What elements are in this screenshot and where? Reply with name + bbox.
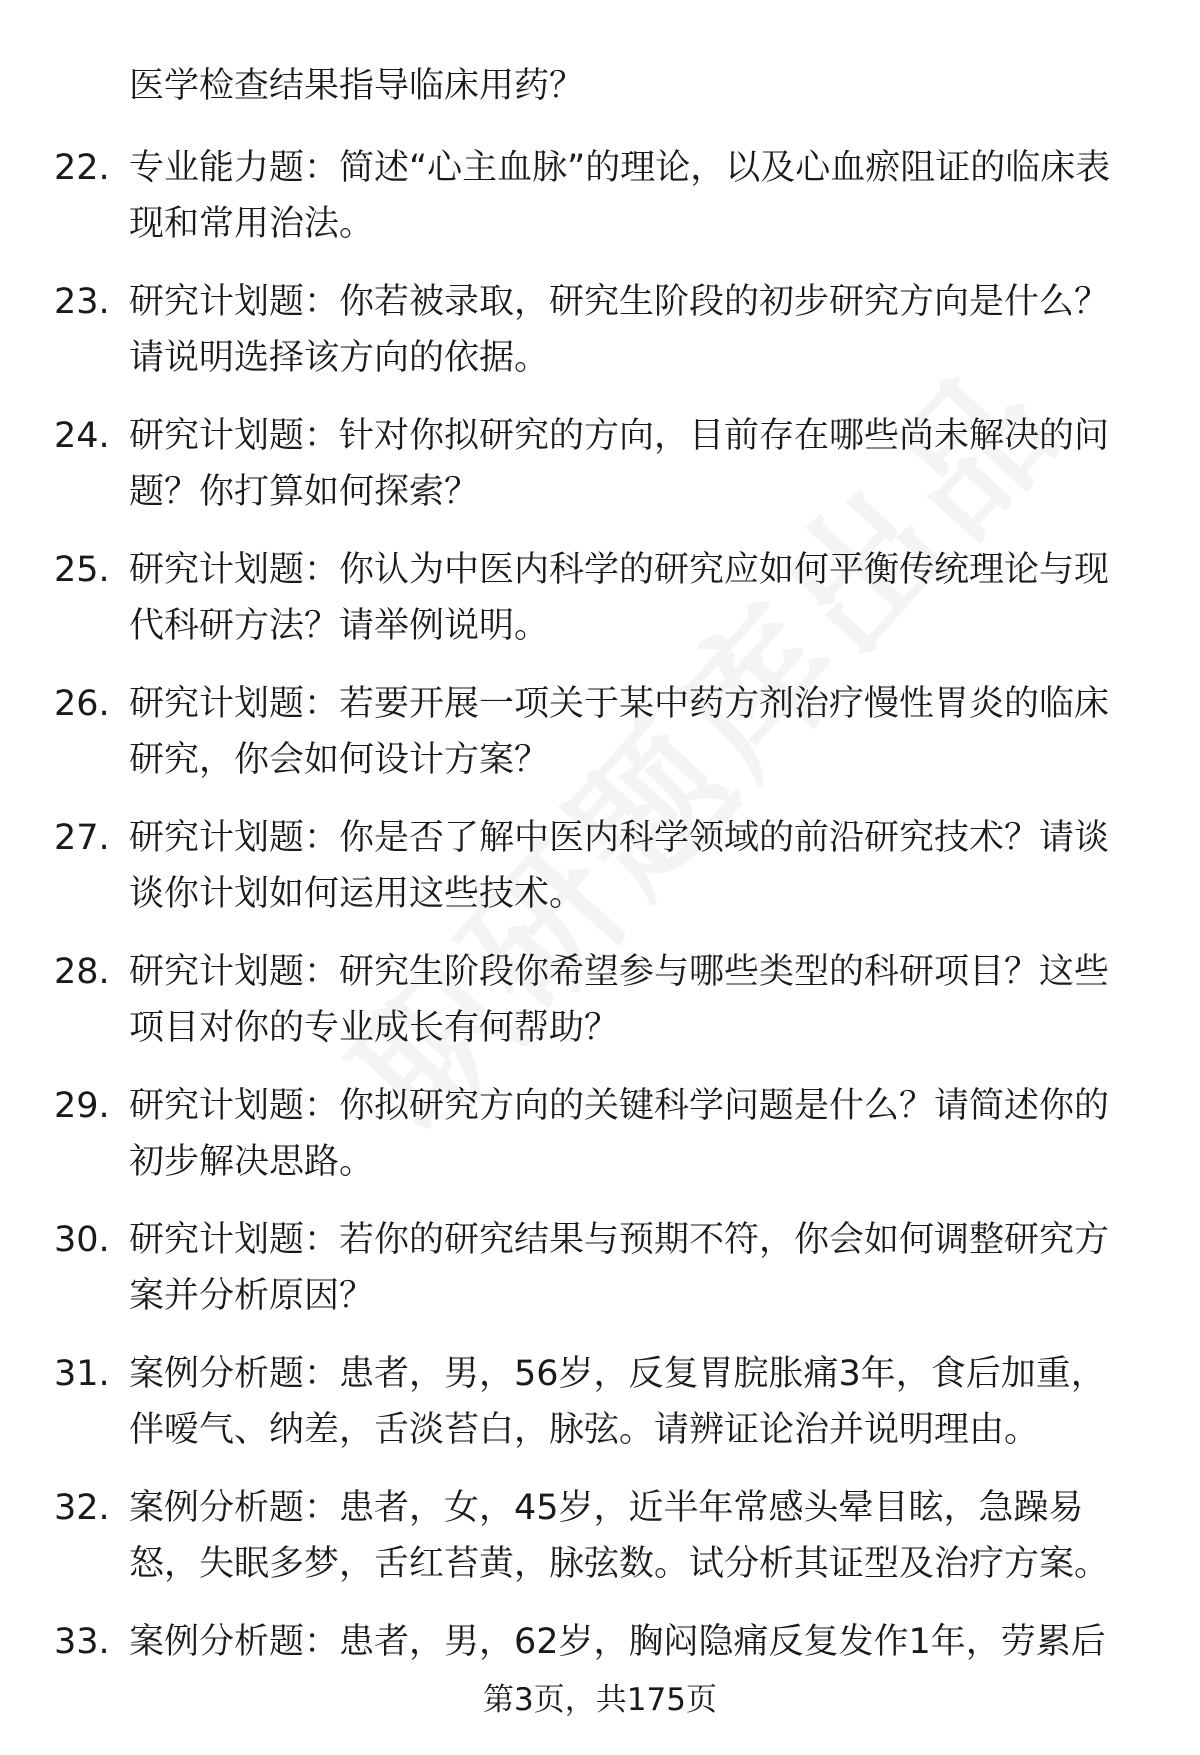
question-text: 研究计划题：你拟研究方向的关键科学问题是什么？请简述你的初步解决思路。: [129, 1086, 1110, 1182]
question-item-31: [0, 1346, 1200, 1458]
question-number: 25.: [54, 550, 110, 590]
question-item-29: [0, 1078, 1200, 1190]
question-item-30: [0, 1212, 1200, 1324]
continuation-text: 医学检查结果指导临床用药？: [129, 66, 585, 106]
question-text: 案例分析题：患者，男，62岁，胸闷隐痛反复发作1年，劳累后: [129, 1622, 1106, 1662]
question-text: 案例分析题：患者，男，56岁，反复胃脘胀痛3年，食后加重，伴嗳气、纳差，舌淡苔白，脉弦。请辨证论治并说明理由。: [129, 1354, 1106, 1450]
question-number: 30.: [54, 1220, 110, 1260]
question-text: 研究计划题：你若被录取，研究生阶段的初步研究方向是什么？请说明选择该方向的依据。: [129, 282, 1110, 378]
question-number: 33.: [54, 1622, 110, 1662]
question-number: 26.: [54, 684, 110, 724]
question-list: [0, 140, 1200, 1748]
question-number: 24.: [54, 416, 110, 456]
question-number: 22.: [54, 148, 110, 188]
question-text: 案例分析题：患者，女，45岁，近半年常感头晕目眩，急躁易怒，失眠多梦，舌红苔黄，脉弦数。试分析其证型及治疗方案。: [129, 1488, 1110, 1584]
question-text: 研究计划题：若要开展一项关于某中药方剂治疗慢性胃炎的临床研究，你会如何设计方案？: [129, 684, 1110, 780]
question-item-23: [0, 274, 1200, 386]
question-text: 研究计划题：研究生阶段你希望参与哪些类型的科研项目？这些项目对你的专业成长有何帮助？: [129, 952, 1110, 1048]
question-text: 研究计划题：你是否了解中医内科学领域的前沿研究技术？请谈谈你计划如何运用这些技术。: [129, 818, 1110, 914]
question-text: 研究计划题：你认为中医内科学的研究应如何平衡传统理论与现代科研方法？请举例说明。: [129, 550, 1110, 646]
question-item-32: [0, 1480, 1200, 1592]
question-number: 29.: [54, 1086, 110, 1126]
question-item-26: [0, 676, 1200, 788]
question-number: 28.: [54, 952, 110, 992]
question-number: 23.: [54, 282, 110, 322]
question-item-25: [0, 542, 1200, 654]
question-item-27: [0, 810, 1200, 922]
page-footer: 第3页，共175页: [483, 1682, 717, 1718]
question-text: 研究计划题：若你的研究结果与预期不符，你会如何调整研究方案并分析原因？: [129, 1220, 1110, 1316]
question-text: 研究计划题：针对你拟研究的方向，目前存在哪些尚未解决的问题？你打算如何探索？: [129, 416, 1110, 512]
question-item-28: [0, 944, 1200, 1056]
question-number: 31.: [54, 1354, 110, 1394]
question-number: 27.: [54, 818, 110, 858]
question-text: 专业能力题：简述“心主血脉”的理论，以及心血瘀阻证的临床表现和常用治法。: [129, 148, 1111, 244]
question-number: 32.: [54, 1488, 110, 1528]
question-item-22: [0, 140, 1200, 252]
question-item-24: [0, 408, 1200, 520]
